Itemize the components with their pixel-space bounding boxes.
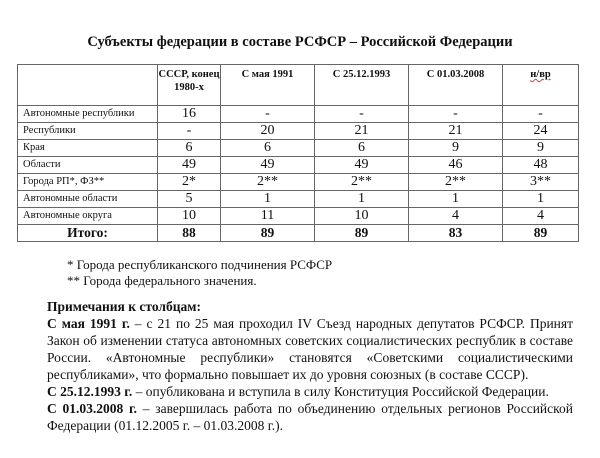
table-total-row (18, 225, 579, 242)
row-label: Автономные республики (18, 106, 158, 123)
table-cell: 21 (409, 123, 503, 140)
total-label: Итого: (18, 225, 158, 242)
table-row (18, 174, 579, 191)
table-cell: 49 (221, 157, 315, 174)
note-text: – завершилась работа по объединению отдельных регионов Российской Федерации (01.12.2005 г. – 01.03.2008 г.). (47, 401, 573, 433)
table-cell: 6 (315, 140, 409, 157)
column-header: С 25.12.1993 (315, 65, 409, 106)
row-label: Края (18, 140, 158, 157)
table-cell: 2** (221, 174, 315, 191)
table-cell: 24 (503, 123, 579, 140)
footnote: * Города республиканского подчинения РСФСР (67, 257, 333, 272)
table-cell: 2* (158, 174, 221, 191)
table-cell: 11 (221, 208, 315, 225)
page-title: Субъекты федерации в составе РСФСР – Российской Федерации (87, 34, 513, 50)
note-item (47, 315, 573, 383)
row-label: Республики (18, 123, 158, 140)
table-row (18, 140, 579, 157)
table-cell: 21 (315, 123, 409, 140)
table-cell: 16 (158, 106, 221, 123)
notes-heading: Примечания к столбцам: (47, 299, 201, 314)
table-row (18, 191, 579, 208)
total-cell: 89 (221, 225, 315, 242)
table-cell: - (503, 106, 579, 123)
table-cell: 6 (221, 140, 315, 157)
table-cell: 1 (221, 191, 315, 208)
table-cell: 49 (315, 157, 409, 174)
note-text: – с 21 по 25 мая проходил IV Съезд народных депутатов РСФСР. Принят Закон об изменении статуса автономных советских социалистических республик в составе России. «Автономные республики» становятся «Советскими социалистическими республиками», что формально повышает их до уровня союзных (в составе СССР). (47, 316, 574, 382)
table-row (18, 157, 579, 174)
table-cell: 10 (158, 208, 221, 225)
table-cell: 1 (409, 191, 503, 208)
column-header (18, 65, 158, 106)
table-cell: 4 (409, 208, 503, 225)
note-term: С 01.03.2008 г. (47, 401, 137, 416)
total-cell: 89 (315, 225, 409, 242)
footnote: ** Города федерального значения. (67, 273, 257, 288)
table-cell: 9 (409, 140, 503, 157)
table-header-row (18, 65, 579, 106)
table-cell: 20 (221, 123, 315, 140)
table-cell: 46 (409, 157, 503, 174)
note-item (47, 383, 573, 400)
table-cell: 5 (158, 191, 221, 208)
subjects-table (17, 64, 579, 242)
row-label: Автономные округа (18, 208, 158, 225)
table-cell: 1 (315, 191, 409, 208)
table-cell: 4 (503, 208, 579, 225)
column-header: С мая 1991 (221, 65, 315, 106)
table-cell: 48 (503, 157, 579, 174)
table-row (18, 106, 579, 123)
table-cell: 10 (315, 208, 409, 225)
table-cell: - (315, 106, 409, 123)
table-cell: 2** (315, 174, 409, 191)
table-cell: - (409, 106, 503, 123)
note-text: – опубликована и вступила в силу Конституция Российской Федерации. (132, 384, 549, 399)
column-notes (47, 298, 573, 434)
column-header: С 01.03.2008 (409, 65, 503, 106)
table-cell: 6 (158, 140, 221, 157)
note-item (47, 400, 573, 434)
table-cell: 3** (503, 174, 579, 191)
row-label: Города РП*, ФЗ** (18, 174, 158, 191)
note-term: С 25.12.1993 г. (47, 384, 133, 399)
row-label: Области (18, 157, 158, 174)
column-header (503, 65, 579, 106)
table-row (18, 123, 579, 140)
table-cell: 2** (409, 174, 503, 191)
table-cell: - (158, 123, 221, 140)
note-term: С мая 1991 г. (47, 316, 130, 331)
table-cell: - (221, 106, 315, 123)
total-cell: 89 (503, 225, 579, 242)
column-header-label: н/вр (530, 69, 551, 80)
total-cell: 83 (409, 225, 503, 242)
table-row (18, 208, 579, 225)
row-label: Автономные области (18, 191, 158, 208)
table-cell: 1 (503, 191, 579, 208)
table-cell: 9 (503, 140, 579, 157)
footnotes (67, 257, 332, 289)
column-header: СССР, конец 1980-х (158, 65, 221, 106)
table-cell: 49 (158, 157, 221, 174)
total-cell: 88 (158, 225, 221, 242)
